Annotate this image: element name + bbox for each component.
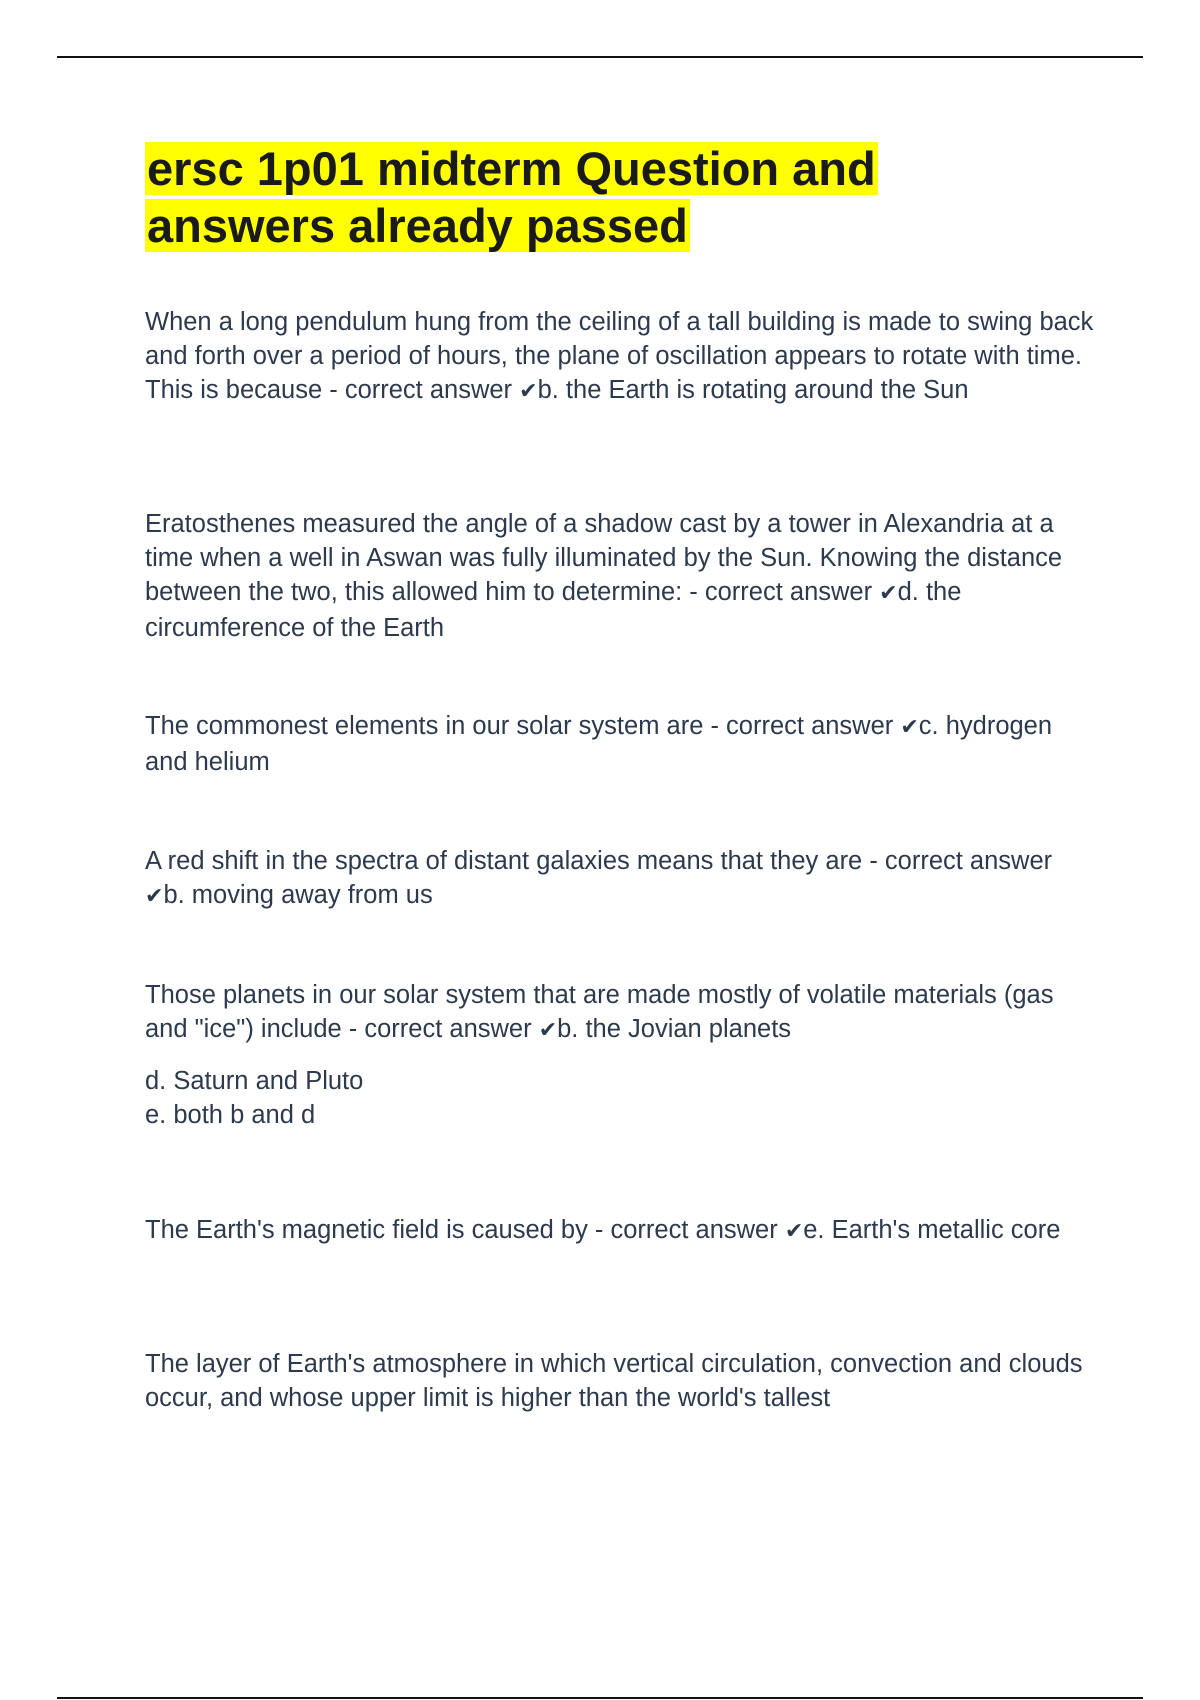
question-text: Those planets in our solar system that are made mostly of volatile materials (gas and "ice") include - correct answer — [145, 981, 1054, 1043]
title-line-1: ersc 1p01 midterm Question and — [147, 142, 876, 195]
answer-text: b. moving away from us — [163, 881, 433, 909]
question-text: The commonest elements in our solar system are - correct answer — [145, 712, 901, 740]
qa-item-3 — [145, 709, 1095, 779]
document-body — [145, 140, 1095, 1412]
check-icon: ✔ — [519, 379, 538, 404]
check-icon: ✔ — [784, 1219, 804, 1244]
option-text: d. Saturn and Pluto — [145, 1067, 364, 1095]
qa-item-4 — [145, 844, 1095, 914]
option-line — [145, 1098, 1095, 1132]
bottom-rule — [57, 1697, 1143, 1699]
qa-item-1 — [145, 305, 1095, 409]
qa-item-6 — [145, 1213, 1095, 1249]
option-line — [145, 1064, 1095, 1098]
question-text: A red shift in the spectra of distant galaxies means that they are - correct answer — [145, 847, 1053, 875]
document-title — [145, 140, 1095, 254]
check-icon: ✔ — [145, 884, 164, 909]
answer-text: d. the circumference of the Earth — [145, 578, 962, 642]
question-text: The layer of Earth's atmosphere in which vertical circulation, convection and clouds occur, and whose upper limit is higher than the world's tallest — [145, 1350, 1083, 1412]
title-line-2: answers already passed — [147, 199, 688, 252]
check-icon: ✔ — [900, 715, 919, 740]
check-icon: ✔ — [538, 1018, 558, 1043]
answer-text: b. the Jovian planets — [557, 1015, 792, 1043]
question-text: Eratosthenes measured the angle of a shadow cast by a tower in Alexandria at a time when a well in Aswan was fully illuminated by the Sun. Knowing the distance between the two, this allowed him to determine: - correct answer — [145, 510, 1063, 606]
question-text: The Earth's magnetic field is caused by - correct answer — [145, 1216, 785, 1244]
answer-text: e. Earth's metallic core — [803, 1216, 1061, 1244]
qa-item-2 — [145, 507, 1095, 645]
qa-item-7 — [145, 1347, 1095, 1415]
top-rule — [57, 56, 1143, 58]
check-icon: ✔ — [879, 581, 898, 606]
answer-text: b. the Earth is rotating around the Sun — [537, 376, 969, 404]
qa-item-5 — [145, 978, 1095, 1048]
question-text: When a long pendulum hung from the ceiling of a tall building is made to swing back and forth over a period of hours, the plane of oscillation appears to rotate with time. This is because - correct answer — [145, 308, 1094, 404]
answer-text: c. hydrogen and helium — [145, 712, 1053, 776]
option-text: e. both b and d — [145, 1101, 316, 1129]
